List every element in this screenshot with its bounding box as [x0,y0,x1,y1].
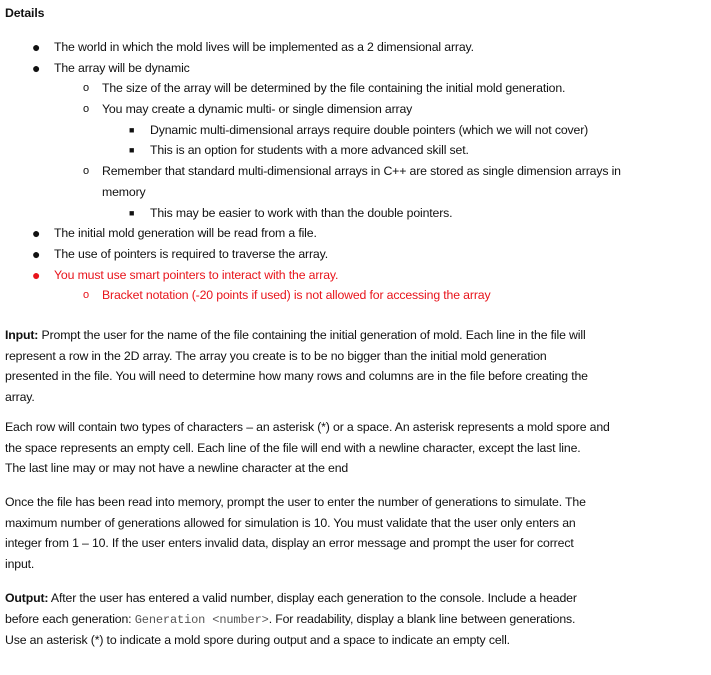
section-heading: Details [5,6,45,20]
list-item [5,120,705,141]
paragraph-line: After the user has entered a valid number, display each generation to the console. Include a header [48,591,577,605]
bullet-dot-icon: ● [32,245,41,262]
list-item-text: Dynamic multi-dimensional arrays require double pointers (which we will not cover) [150,122,589,137]
paragraph-line: Once the file has been read into memory, prompt the user to enter the number of generations to simulate. The [5,495,586,509]
list-item-text: The size of the array will be determined by the file containing the initial mold generation. [102,81,566,96]
list-item [5,99,705,120]
output-paragraph [5,588,577,651]
list-item [5,265,705,286]
list-item-text: This is an option for students with a more advanced skill set. [150,143,469,158]
list-item-text: You must use smart pointers to interact with the array. [54,267,339,282]
each-row-paragraph [5,417,610,479]
list-item [5,244,705,265]
bullet-square-icon: ■ [129,207,135,218]
generations-paragraph [5,492,586,575]
list-item [5,182,705,203]
bullet-circle-icon: o [83,103,89,116]
list-item-text: The use of pointers is required to traverse the array. [54,246,328,261]
paragraph-line: Each row will contain two types of characters – an asterisk (*) or a space. An asterisk represents a mold spore and [5,420,610,434]
input-line: represent a row in the 2D array. The array you create is to be no bigger than the initial mold generation [5,348,547,363]
list-item-text: memory [102,184,146,199]
bullet-circle-icon: o [83,165,89,178]
paragraph-line: integer from 1 – 10. If the user enters invalid data, display an error message and prompt the user for correct [5,536,574,551]
list-item [5,37,705,58]
input-line: presented in the file. You will need to determine how many rows and columns are in the file before creating the [5,369,588,384]
list-item [5,78,705,99]
input-paragraph [5,325,588,408]
bullet-circle-icon: o [83,289,89,302]
bullet-dot-icon: ● [32,59,41,76]
paragraph-line: input. [5,557,35,572]
paragraph-text: before each generation: [5,611,135,626]
list-item [5,140,705,161]
list-item [5,223,705,244]
paragraph-line: maximum number of generations allowed for simulation is 10. You must validate that the user only enters an [5,515,576,530]
list-item [5,161,705,182]
output-label: Output: [5,591,49,605]
bullet-square-icon: ■ [129,145,135,156]
bullet-square-icon: ■ [129,124,135,135]
input-line: array. [5,390,35,405]
paragraph-text: . For readability, display a blank line between generations. [268,611,576,626]
bullet-circle-icon: o [83,82,89,95]
bullet-dot-icon: ● [32,39,41,55]
bullet-list [5,37,705,306]
input-line: Prompt the user for the name of the file containing the initial generation of mold. Each line in the file will [38,328,586,342]
input-label: Input: [5,328,39,342]
bullet-dot-icon: ● [32,266,41,283]
paragraph-line: the space represents an empty cell. Each line of the file will end with a newline character, except the last line. [5,440,581,455]
bullet-dot-icon: ● [32,225,41,242]
list-item-text: The array will be dynamic [54,60,190,75]
list-item-text: The world in which the mold lives will be implemented as a 2 dimensional array. [54,40,474,54]
code-snippet: Generation <number> [134,612,269,627]
paragraph-line: Use an asterisk (*) to indicate a mold spore during output and a space to indicate an empty cell. [5,633,510,648]
list-item [5,285,705,306]
list-item [5,203,705,224]
list-item [5,58,705,79]
list-item-text: Remember that standard multi-dimensional arrays in C++ are stored as single dimension arrays in [102,164,621,179]
list-item-text: Bracket notation (-20 points if used) is not allowed for accessing the array [102,288,491,303]
paragraph-line: The last line may or may not have a newline character at the end [5,461,349,476]
list-item-text: You may create a dynamic multi- or single dimension array [102,102,413,117]
list-item-text: This may be easier to work with than the double pointers. [150,205,453,220]
list-item-text: The initial mold generation will be read from a file. [54,226,317,241]
